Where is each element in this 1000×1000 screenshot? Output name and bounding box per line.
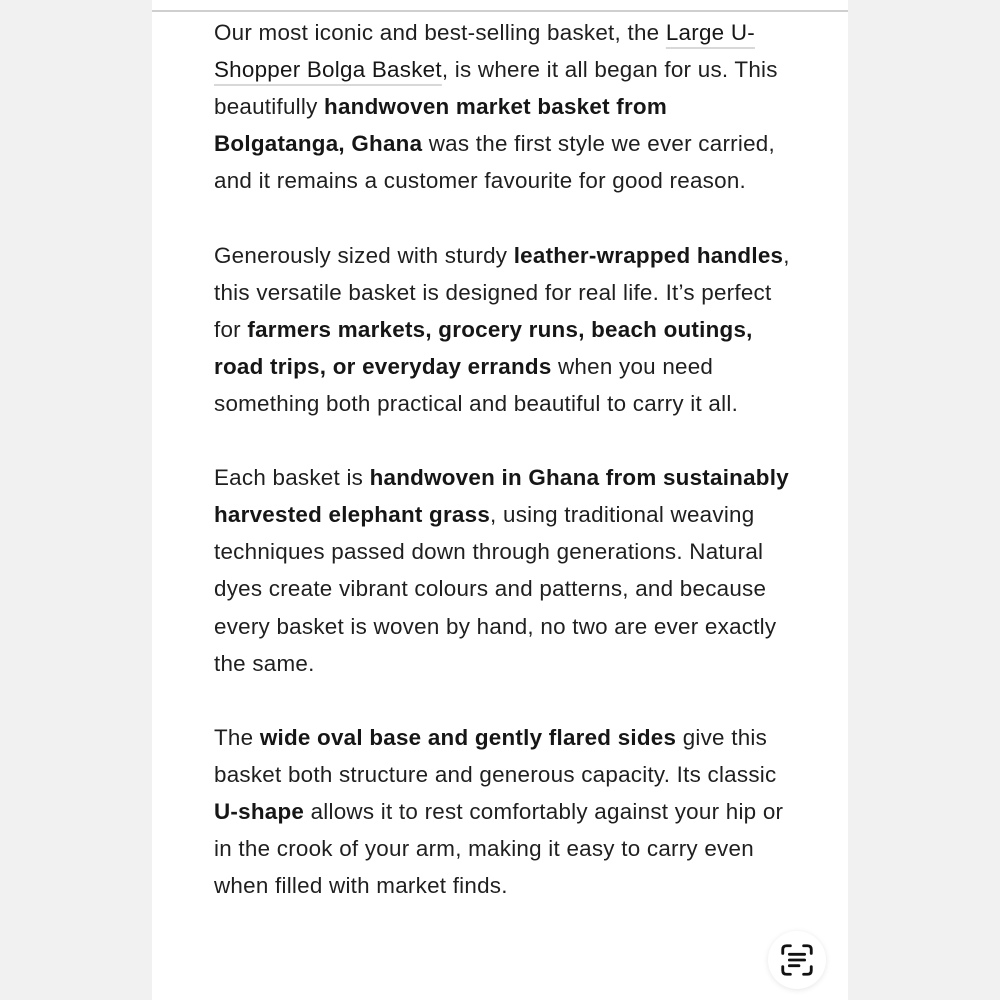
bold-text: handwoven market basket from Bolgatanga, Ghana (214, 94, 668, 157)
paragraph-text: allows it to rest comfortably against your hip or in the crook of your arm, making it easy to carry even when filled with market finds. (214, 798, 784, 899)
paragraph-text: , is where it all began for us. This beautifully (214, 57, 778, 120)
description-paragraph-4 (214, 719, 794, 904)
paragraph-text: Our most iconic and best-selling basket, the (214, 20, 666, 45)
bold-text: farmers markets, grocery runs, beach outings, road trips, or everyday errands (214, 316, 753, 379)
description-paragraph-3 (214, 459, 794, 682)
paragraph-text: give this basket both structure and generous capacity. Its classic (214, 724, 777, 787)
paragraph-text: , using traditional weaving techniques passed down through generations. Natural dyes create vibrant colours and patterns, and because every basket is woven by hand, no two are ever exactly the same. (214, 502, 777, 676)
paragraph-text: , this versatile basket is designed for real life. It’s perfect for (214, 242, 790, 342)
bold-text: wide oval base and gently flared sides (259, 724, 677, 750)
paragraph-text: The (214, 724, 260, 750)
paragraph-text: when you need something both practical and beautiful to carry it all. (214, 353, 739, 416)
top-divider (152, 10, 848, 12)
paragraph-text: was the first style we ever carried, and it remains a customer favourite for good reason. (214, 131, 775, 194)
text-scan-button[interactable] (768, 931, 826, 989)
product-link-large-u-shopper[interactable]: Large U-Shopper Bolga Basket (214, 20, 755, 83)
bold-text: handwoven in Ghana from sustainably harvested elephant grass (214, 465, 789, 528)
bold-text: leather-wrapped handles (513, 242, 784, 268)
document-page (152, 0, 848, 1000)
product-description (214, 14, 794, 941)
description-paragraph-2 (214, 237, 794, 422)
description-paragraph-1 (214, 14, 794, 199)
text-scan-icon (778, 941, 816, 979)
paragraph-text: Each basket is (214, 465, 370, 491)
paragraph-text: Generously sized with sturdy (214, 242, 514, 268)
bold-text: U-shape (214, 798, 305, 824)
